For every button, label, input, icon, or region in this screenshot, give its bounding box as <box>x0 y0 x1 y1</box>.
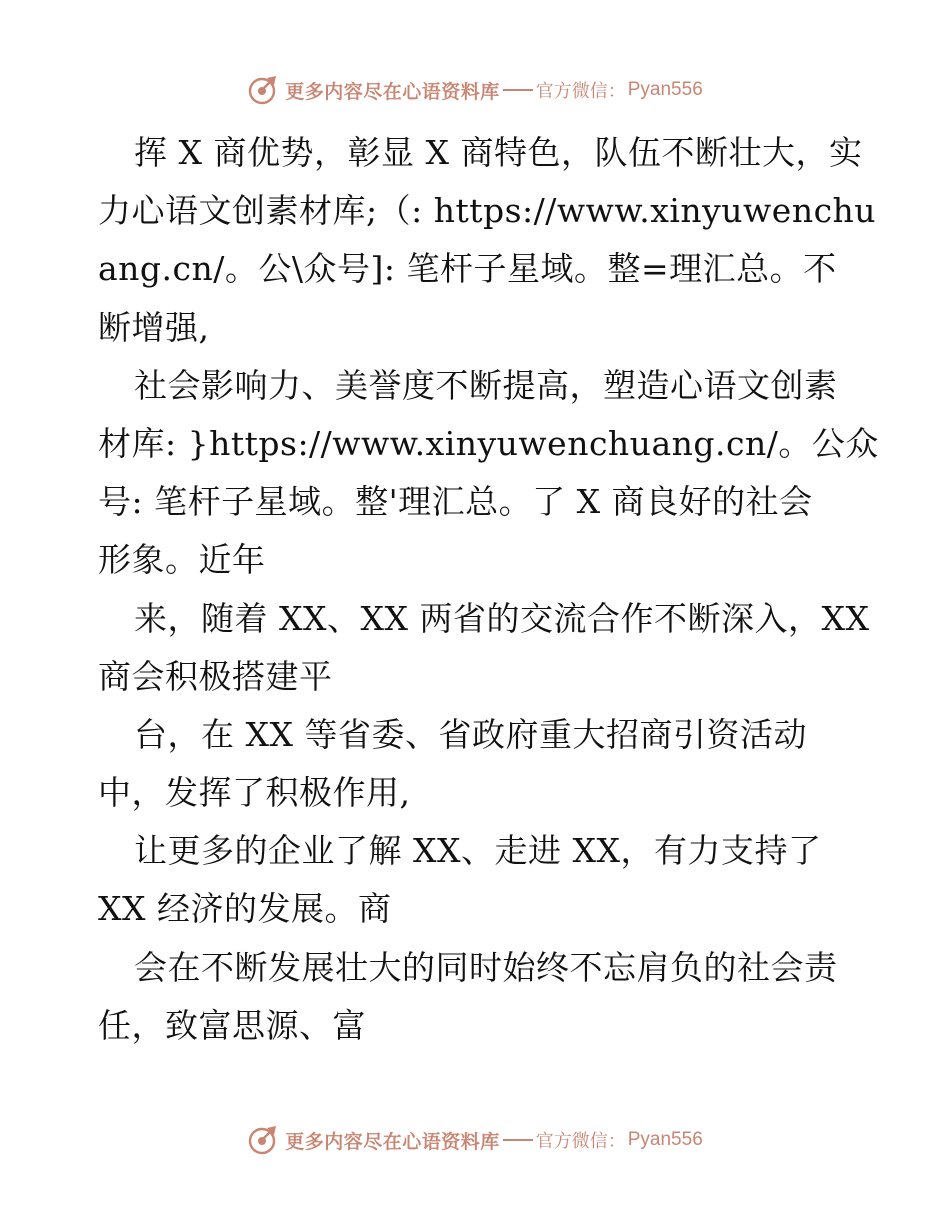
text-line-6: 材库: }https://www.xinyuwenchuang.cn/。公众 <box>98 423 879 463</box>
site-name: 更多内容尽在心语资料库 <box>285 1130 500 1153</box>
text-line-13: 让更多的企业了解 XX、走进 XX，有力支持了 <box>134 831 822 871</box>
header-banner <box>0 70 950 110</box>
pen-circle-logo-icon <box>247 74 279 106</box>
text-line-10: 商会积极搭建平 <box>98 656 333 696</box>
text-line-12: 中，发挥了积极作用, <box>98 773 411 813</box>
text-line-1: 挥 X 商优势，彰显 X 商特色，队伍不断壮大，实 <box>134 133 863 172</box>
footer-banner <box>0 1120 950 1160</box>
text-line-2: 力心语文创素材库;（: https://www.xinyuwenchu <box>98 191 877 231</box>
wechat-id: Pyan556 <box>627 1129 703 1150</box>
wechat-id: Pyan556 <box>627 79 703 100</box>
text-line-4: 断增强, <box>98 307 210 347</box>
text-line-11: 台，在 XX 等省委、省政府重大招商引资活动 <box>134 714 807 754</box>
document-body <box>98 124 879 1055</box>
wechat-label: 官方微信： <box>535 1131 626 1152</box>
text-line-14: XX 经济的发展。商 <box>98 889 392 929</box>
pen-circle-logo-icon <box>247 1124 279 1156</box>
text-line-5: 社会影响力、美誉度不断提高，塑造心语文创素 <box>134 365 838 405</box>
banner-dash <box>503 89 533 91</box>
text-line-16: 任，致富思源、富 <box>98 1005 366 1045</box>
text-line-3: ang.cn/。公\众号]: 笔杆子星域。整=理汇总。不 <box>98 249 837 289</box>
site-name: 更多内容尽在心语资料库 <box>285 80 500 103</box>
text-line-7: 号: 笔杆子星域。整'理汇总。了 X 商良好的社会 <box>98 482 813 522</box>
text-line-8: 形象。近年 <box>98 540 266 580</box>
banner-dash <box>503 1139 533 1141</box>
wechat-label: 官方微信： <box>535 81 626 102</box>
text-line-9: 来，随着 XX、XX 两省的交流合作不断深入，XX <box>134 598 870 638</box>
text-line-15: 会在不断发展壮大的同时始终不忘肩负的社会责 <box>134 947 838 987</box>
